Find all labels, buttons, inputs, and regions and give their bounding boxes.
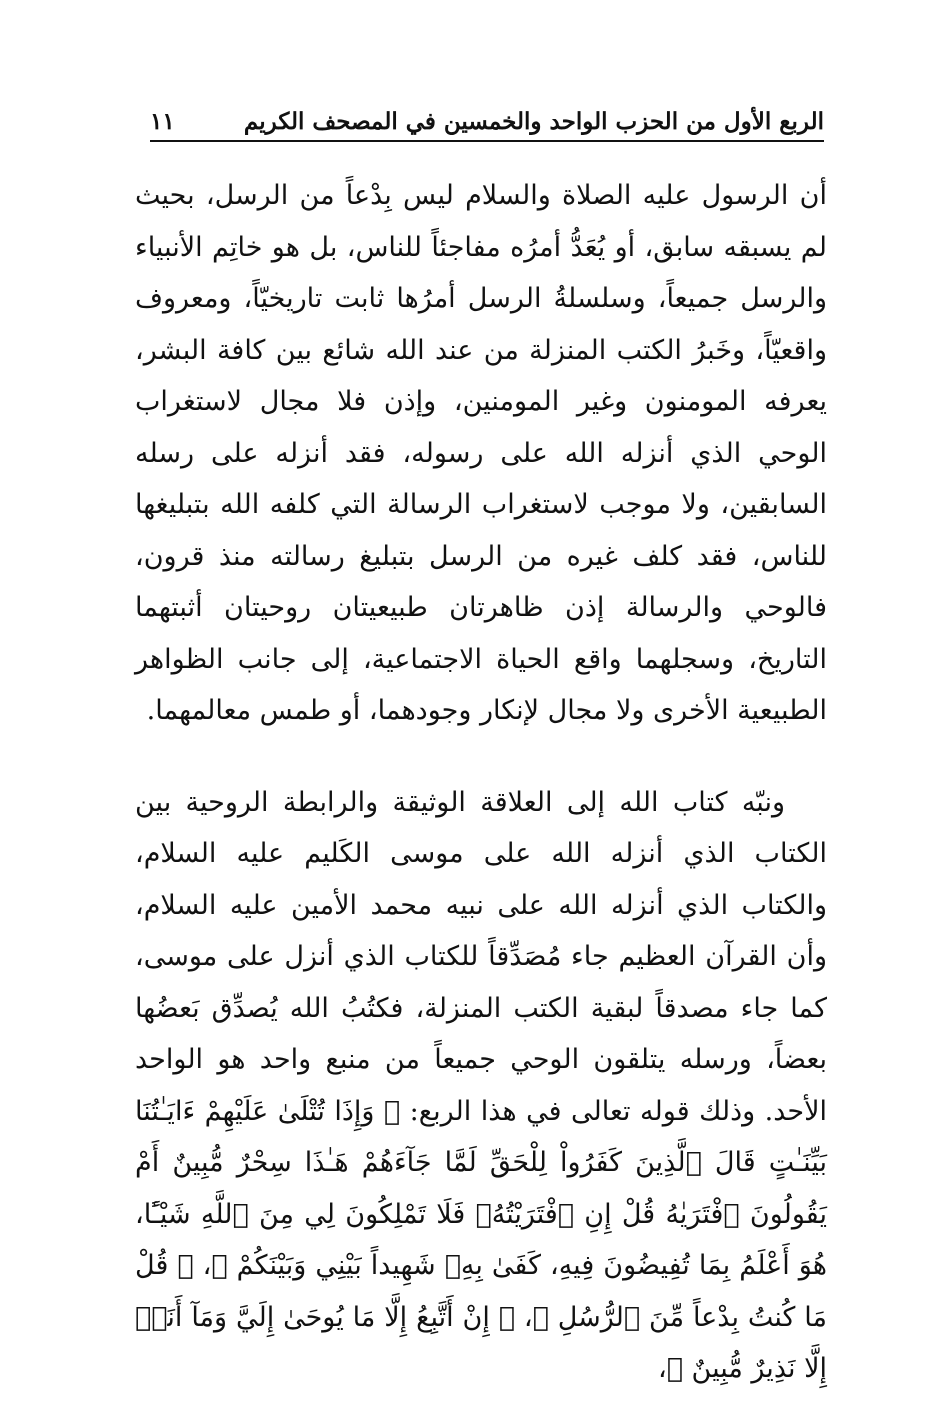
header-title: الربع الأول من الحزب الواحد والخمسين في المصحف الكريم bbox=[243, 108, 824, 135]
quran-verse-2: ﴿ قُلْ مَا كُنتُ بِدْعاً مِّنَ ٱلرُّسُلِ ﴾، bbox=[135, 1250, 827, 1333]
quran-verse-1: ﴿ وَإِذَا تُتْلَىٰ عَلَيْهِمْ ءَايَـٰتُنَا بَيِّنَـٰتٍ قَالَ ٱلَّذِينَ كَفَرُواْ لِلْحَقِّ لَمَّا جَآءَهُمْ هَـٰذَا سِحْرٌ مُّبِينٌ أَمْ يَقُولُونَ ٱفْتَرَيٰهُ قُلْ إِنِ ٱفْتَرَيْتُهُۥ فَلَا تَمْلِكُونَ لِي مِنَ ٱللَّهِ شَيْـًٔا، هُوَ أَعْلَمُ بِمَا تُفِيضُونَ فِيهِ، كَفَىٰ بِهِۦ شَهِيداً بَيْنِي وَبَيْنَكُمْ ﴾، bbox=[135, 1095, 827, 1281]
page-number: ١١ bbox=[150, 108, 175, 135]
paragraph-1: أن الرسول عليه الصلاة والسلام ليس بِدْعاً من الرسل، بحيث لم يسبقه سابق، أو يُعَدُّ أمرُه مفاجئاً للناس، بل هو خاتِم الأنبياء والرسل جميعاً، وسلسلةُ الرسل أمرُها ثابت تاريخيّاً، ومعروف واقعيّاً، وخَبرُ الكتب المنزلة من عند الله شائع بين كافة البشر، يعرفه المومنون وغير المومنين، وإذن فلا مجال لاستغراب الوحي الذي أنزله الله على رسوله، فقد أنزله على رسله السابقين، ولا موجب لاستغراب الرسالة التي كلفه الله بتبليغها للناس، فقد كلف غيره من الرسل بتبليغ رسالته منذ قرون، فالوحي والرسالة إذن ظاهرتان طبيعيتان روحيتان أثبتهما التاريخ، وسجلهما واقع الحياة الاجتماعية، إلى جانب الظواهر الطبيعية الأخرى ولا مجال لإنكار وجودهما، أو طمس معالمهما. bbox=[135, 180, 827, 726]
body-text bbox=[135, 170, 827, 1395]
paragraph-2 bbox=[135, 777, 827, 1395]
header-rule bbox=[150, 140, 824, 142]
quran-verse-3: ﴿ إِنْ أَتَّبِعُ إِلَّا مَا يُوحَىٰ إِلَيَّ وَمَآ أَنَا۠ إِلَّا نَذِيرٌ مُّبِينٌ ﴾، bbox=[135, 1301, 827, 1384]
running-header bbox=[150, 95, 824, 139]
paragraph-2-intro: ونبّه كتاب الله إلى العلاقة الوثيقة والرابطة الروحية بين الكتاب الذي أنزله الله على موسى الكَليم عليه السلام، والكتاب الذي أنزله الله على نبيه محمد الأمين عليه السلام، وأن القرآن العظيم جاء مُصَدِّقاً للكتاب الذي أنزل على موسى، كما جاء مصدقاً لبقية الكتب المنزلة، فكتُبُ الله يُصدِّق بَعضُها بعضاً، ورسله يتلقون الوحي جميعاً من منبع واحد هو الواحد الأحد. وذلك قوله تعالى في هذا الربع: bbox=[135, 786, 827, 1127]
